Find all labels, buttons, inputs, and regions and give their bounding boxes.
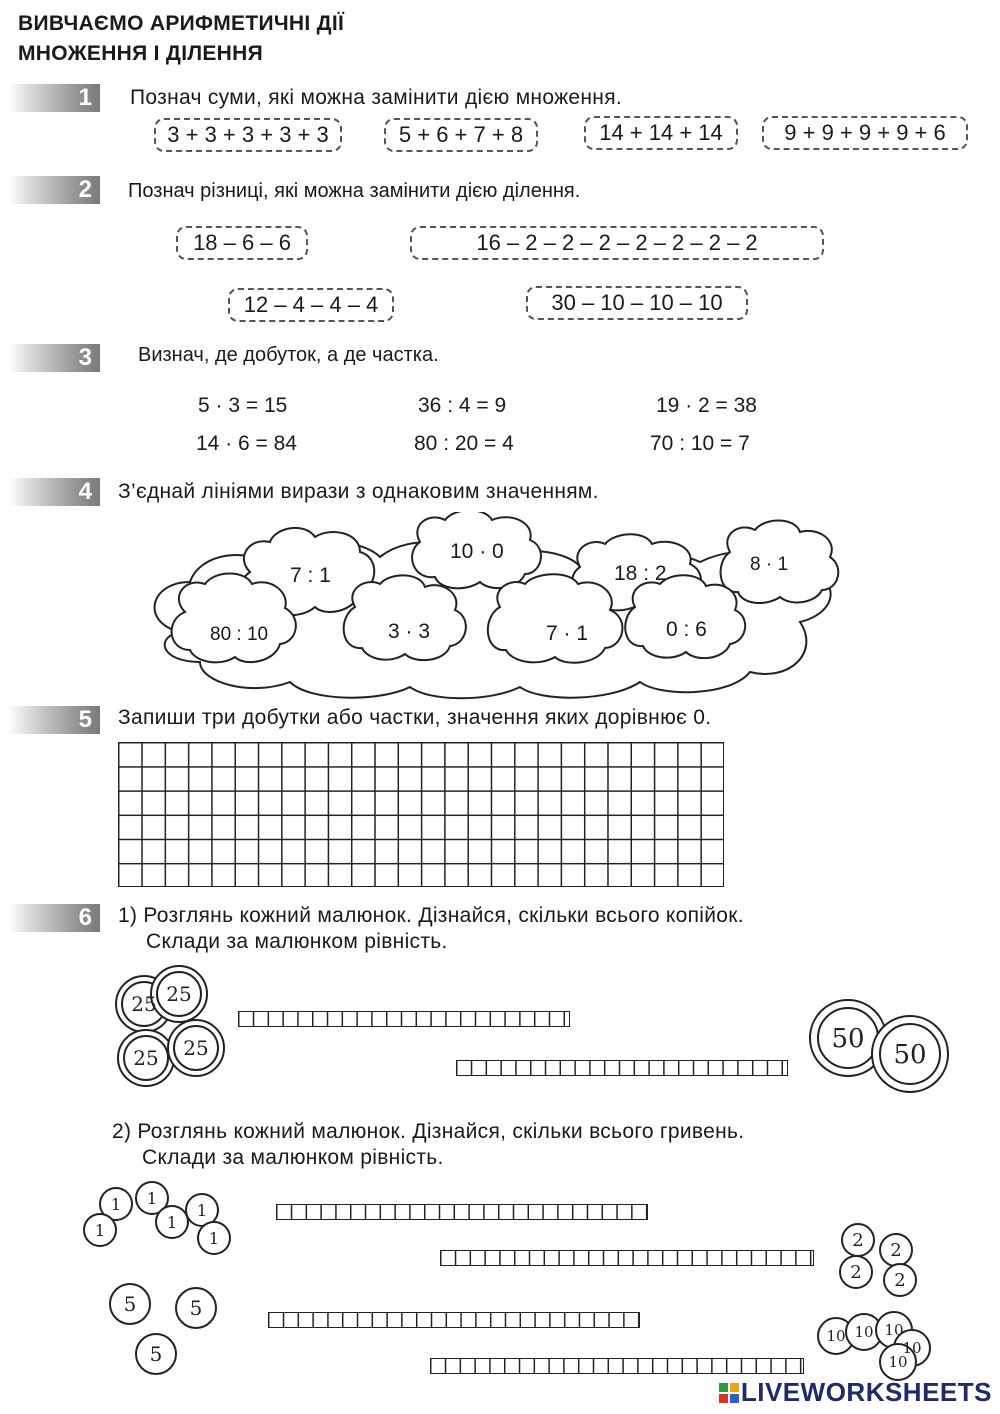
task1-option[interactable]: 9 + 9 + 9 + 9 + 6 bbox=[762, 116, 968, 150]
coin-value: 5 bbox=[149, 1342, 163, 1366]
task-number-badge: 4 bbox=[8, 478, 100, 506]
coin-value: 25 bbox=[133, 1046, 159, 1070]
cloud-expression[interactable]: 3 · 3 bbox=[388, 620, 431, 643]
task3-equation[interactable]: 19 · 2 = 38 bbox=[656, 394, 757, 417]
coins-10-hrn-icon bbox=[808, 1310, 940, 1382]
task-number-badge: 1 bbox=[8, 84, 100, 112]
coin-value: 1 bbox=[166, 1213, 178, 1232]
task3-equation[interactable]: 80 : 20 = 4 bbox=[414, 432, 514, 455]
cloud-expression[interactable]: 80 : 10 bbox=[210, 624, 269, 645]
task3-equation[interactable]: 36 : 4 = 9 bbox=[418, 394, 507, 417]
answer-cells[interactable] bbox=[440, 1250, 814, 1266]
coin-value: 25 bbox=[166, 982, 192, 1006]
answer-cells[interactable] bbox=[456, 1060, 788, 1076]
answer-cells[interactable] bbox=[276, 1204, 648, 1220]
answer-cells[interactable] bbox=[268, 1312, 640, 1328]
answer-grid[interactable] bbox=[118, 742, 724, 887]
cloud-expression[interactable]: 18 : 2 bbox=[614, 562, 667, 585]
task6-part2-line2: Склади за малюнком рівність. bbox=[142, 1146, 444, 1169]
coins-5-hrn-icon bbox=[100, 1282, 240, 1376]
cloud-expression[interactable]: 7 · 1 bbox=[546, 622, 589, 645]
coin-value: 1 bbox=[196, 1201, 208, 1220]
coin-value: 5 bbox=[123, 1292, 137, 1316]
cloud-expression[interactable]: 0 : 6 bbox=[666, 618, 707, 641]
task4-instruction: З’єднай лініями вирази з однаковим значенням. bbox=[118, 480, 599, 503]
cloud-expression[interactable]: 8 · 1 bbox=[750, 554, 789, 575]
task2-instruction: Познач різниці, які можна замінити дією ділення. bbox=[128, 180, 581, 202]
coin-value: 10 bbox=[854, 1323, 874, 1341]
coin-value: 1 bbox=[94, 1221, 106, 1240]
page-title-line2: МНОЖЕННЯ І ДІЛЕННЯ bbox=[18, 42, 263, 65]
coin-value: 50 bbox=[831, 1024, 865, 1054]
task3-equation[interactable]: 14 · 6 = 84 bbox=[196, 432, 297, 455]
coin-value: 10 bbox=[826, 1327, 846, 1345]
clouds-illustration bbox=[140, 512, 870, 702]
coins-2-hrn-icon bbox=[830, 1220, 926, 1300]
task-number-badge: 2 bbox=[8, 176, 100, 204]
coins-50-kop-icon bbox=[800, 994, 956, 1098]
coin-value: 10 bbox=[902, 1339, 922, 1357]
coin-value: 25 bbox=[131, 992, 157, 1016]
task6-part1-line1: 1) Розглянь кожний малюнок. Дізнайся, скільки всього копійок. bbox=[118, 904, 744, 927]
coins-25-kop-icon bbox=[104, 960, 234, 1096]
coin-value: 2 bbox=[852, 1230, 864, 1251]
task2-option[interactable]: 12 – 4 – 4 – 4 bbox=[228, 288, 394, 322]
task5-instruction: Запиши три добутки або частки, значення яких дорівнює 0. bbox=[118, 706, 712, 729]
logo-icon bbox=[719, 1383, 739, 1403]
coin-value: 1 bbox=[110, 1195, 122, 1214]
cloud-expression[interactable]: 7 : 1 bbox=[290, 564, 331, 587]
coin-value: 2 bbox=[890, 1240, 902, 1261]
task3-equation[interactable]: 70 : 10 = 7 bbox=[650, 432, 750, 455]
task-number-badge: 6 bbox=[8, 904, 100, 932]
task1-option[interactable]: 3 + 3 + 3 + 3 + 3 bbox=[154, 118, 342, 152]
task-number-badge: 5 bbox=[8, 706, 100, 734]
task-number-badge: 3 bbox=[8, 344, 100, 372]
coin-value: 5 bbox=[189, 1296, 203, 1320]
coin-value: 50 bbox=[893, 1040, 927, 1070]
answer-cells[interactable] bbox=[238, 1011, 570, 1027]
coin-value: 10 bbox=[888, 1353, 908, 1371]
coin-value: 2 bbox=[894, 1270, 906, 1291]
task1-option[interactable]: 14 + 14 + 14 bbox=[584, 116, 738, 150]
liveworksheets-logo: LIVEWORKSHEETS bbox=[719, 1377, 992, 1408]
answer-cells[interactable] bbox=[430, 1358, 804, 1374]
page-title-line1: ВИВЧАЄМО АРИФМЕТИЧНІ ДІЇ bbox=[18, 12, 345, 35]
task1-option[interactable]: 5 + 6 + 7 + 8 bbox=[384, 118, 538, 152]
task2-option[interactable]: 18 – 6 – 6 bbox=[176, 226, 308, 260]
task2-option[interactable]: 30 – 10 – 10 – 10 bbox=[526, 286, 748, 320]
task3-instruction: Визнач, де добуток, а де частка. bbox=[138, 344, 439, 366]
task6-part1-line2: Склади за малюнком рівність. bbox=[146, 930, 448, 953]
task1-instruction: Познач суми, які можна замінити дією множення. bbox=[130, 86, 623, 109]
task6-part2-line1: 2) Розглянь кожний малюнок. Дізнайся, скільки всього гривень. bbox=[112, 1120, 745, 1143]
coin-value: 2 bbox=[850, 1262, 862, 1283]
coins-1-hrn-icon bbox=[78, 1180, 240, 1262]
coin-value: 25 bbox=[183, 1036, 209, 1060]
coin-value: 1 bbox=[208, 1229, 220, 1248]
task2-option[interactable]: 16 – 2 – 2 – 2 – 2 – 2 – 2 – 2 bbox=[410, 226, 824, 260]
coin-value: 1 bbox=[146, 1189, 158, 1208]
coin-value: 10 bbox=[884, 1321, 904, 1339]
task3-equation[interactable]: 5 · 3 = 15 bbox=[198, 394, 288, 417]
cloud-expression[interactable]: 10 · 0 bbox=[450, 540, 504, 563]
